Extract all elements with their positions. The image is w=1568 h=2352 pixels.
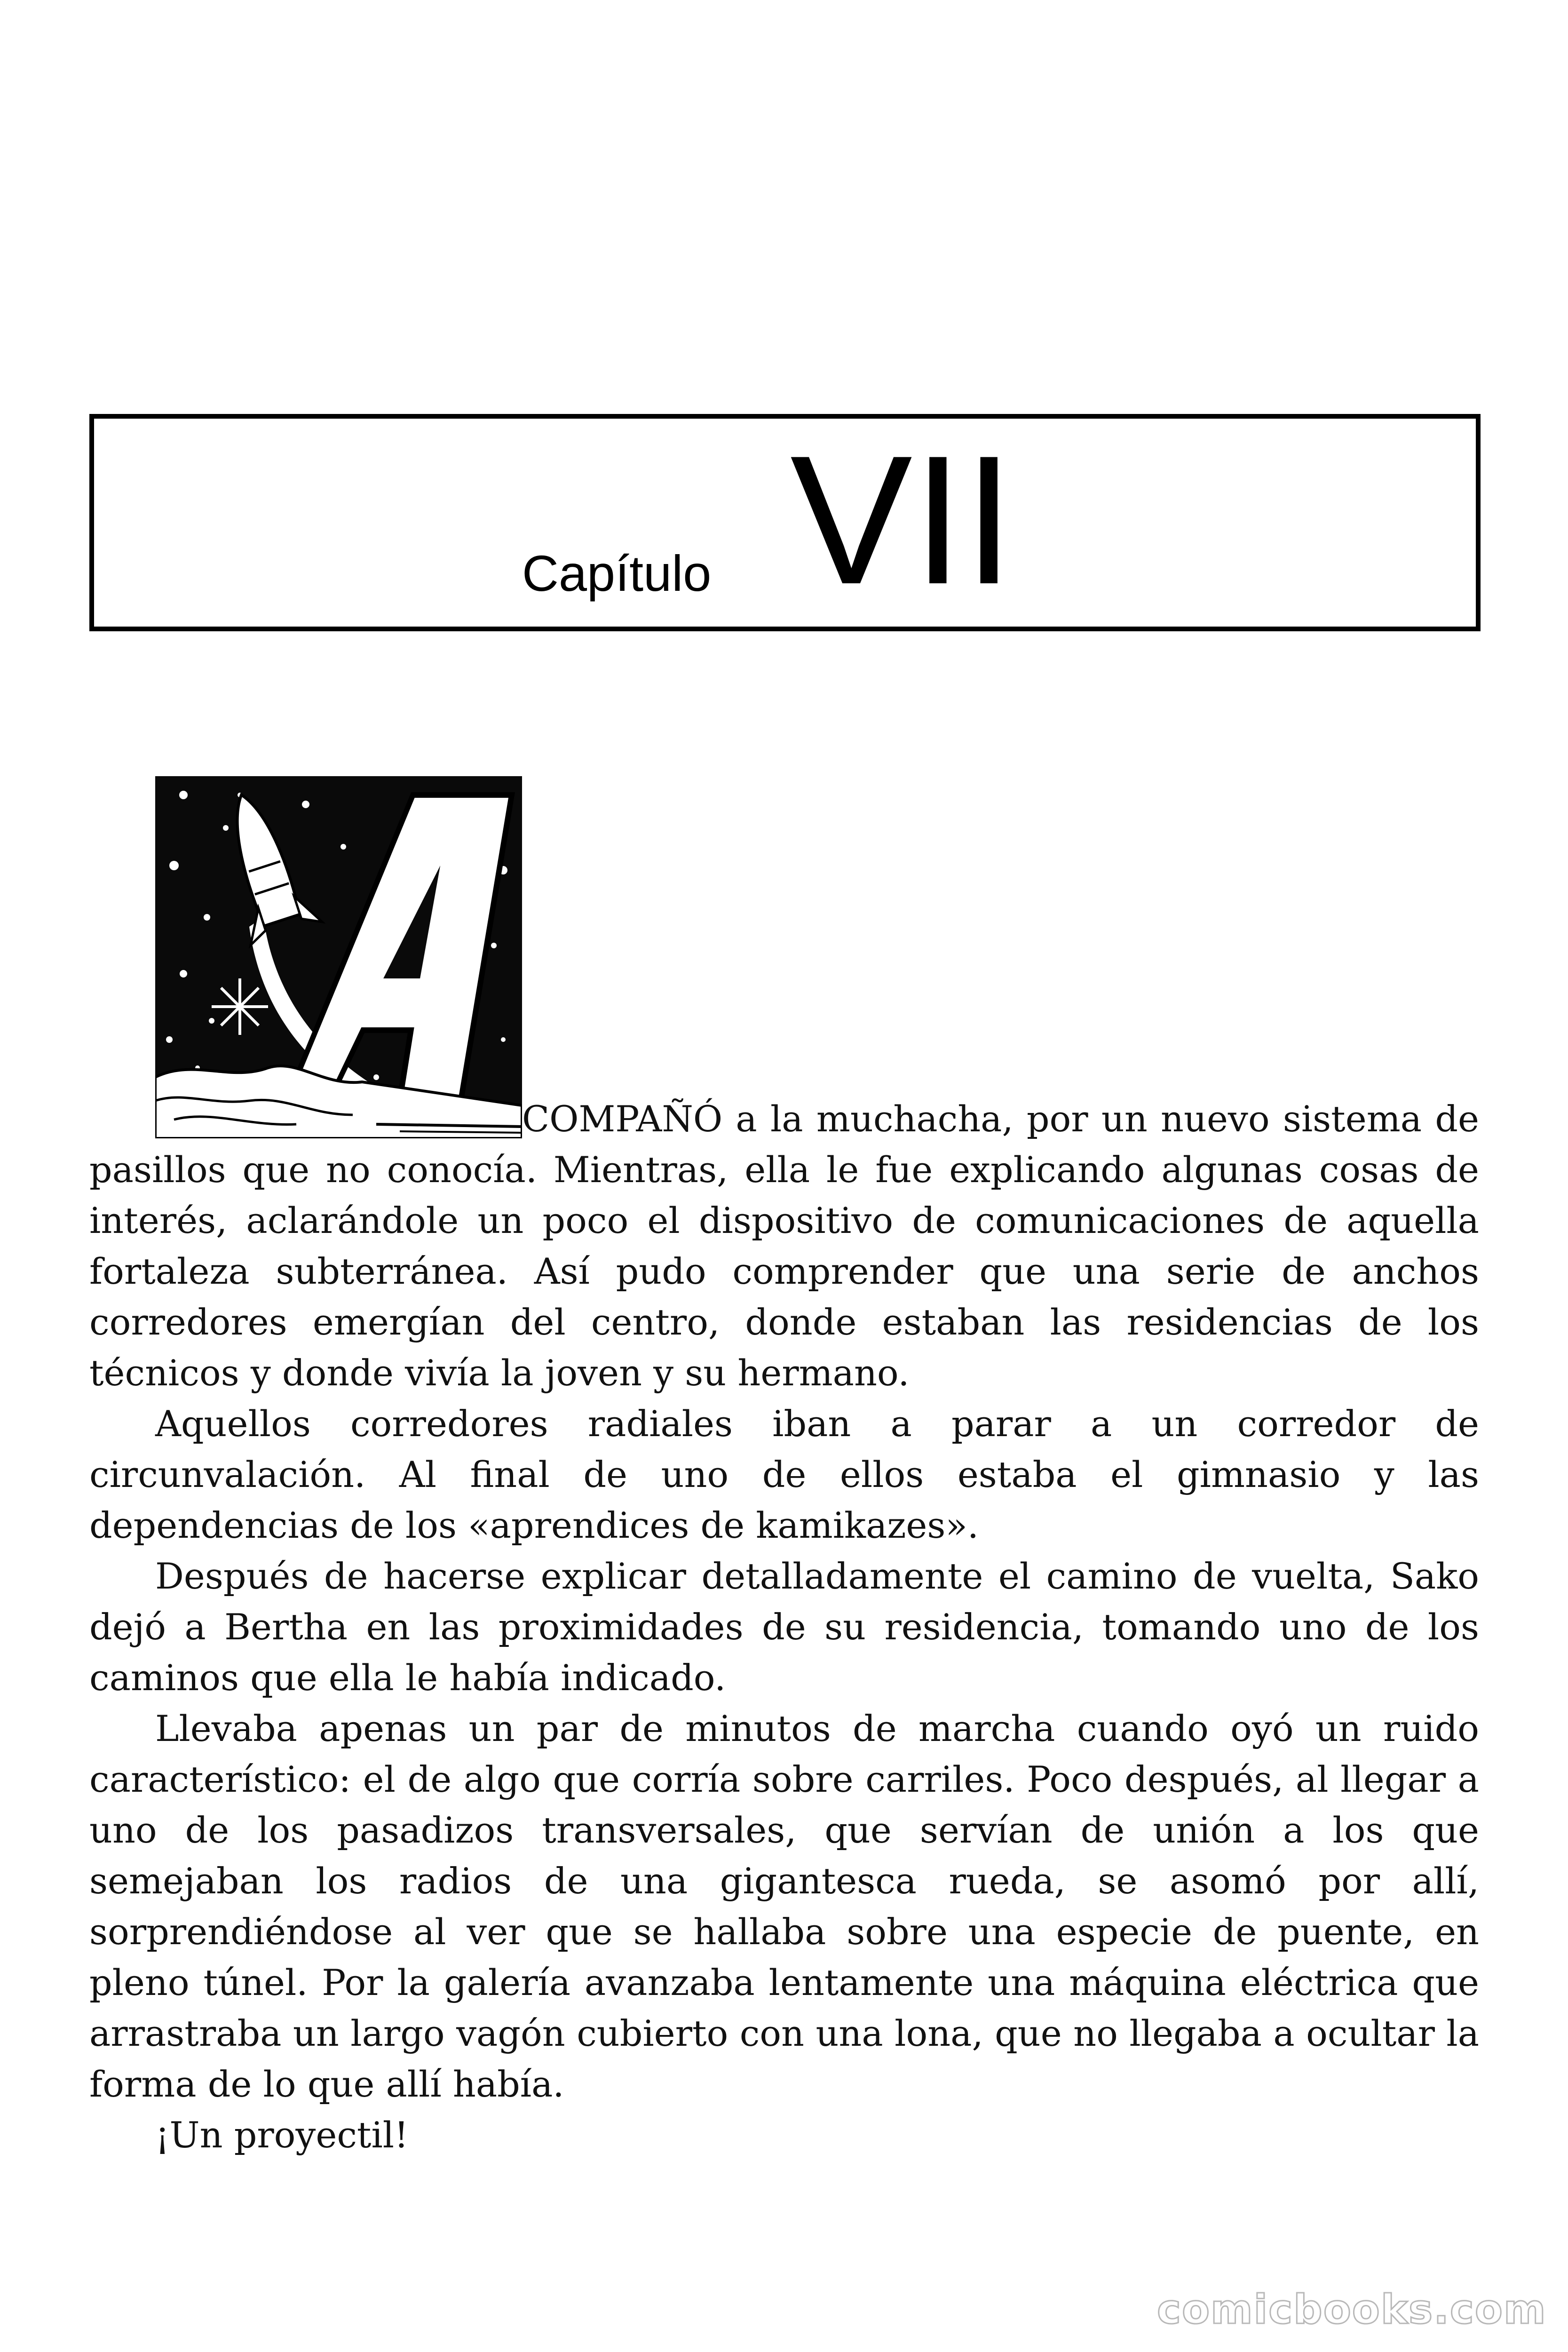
paragraph-1 xyxy=(89,1094,1479,1398)
paragraph-5: ¡Un proyectil! xyxy=(155,2114,409,2156)
paragraph-1-first-line: COMPAÑÓ a la muchacha, por un nuevo sistema xyxy=(522,1098,1422,1140)
paragraph-4: Llevaba apenas un par de minutos de marcha cuando oyó un ruido característico: el de algo que corría sobre carriles. Poco después, al llegar a uno de los pasadizos transversales, que servían de unión a los que semejaban los radios de una gigantesca rueda, se asomó por allí, sorprendiéndose al ver que se hallaba sobre una especie de puente, en pleno túnel. Por la galería avanzaba lentamente una máquina eléctrica que arrastraba un largo vagón cubierto con una lona, que no llegaba a ocultar la forma de lo que allí había. xyxy=(89,1708,1479,2105)
chapter-heading-box xyxy=(89,414,1481,631)
chapter-label: Capítulo xyxy=(522,545,712,602)
paragraph-1-text: de pasillos que no conocía. Mientras, ella le fue explicando algunas cosas de interés, aclarándole un poco el dispositivo de comunicaciones de aquella fortaleza subterránea. Así pudo comprender que una serie de anchos corredores emergían del centro, donde estaban las residencias de los técnicos y donde vivía la joven y su hermano. xyxy=(89,1098,1479,1394)
paragraph-2: Aquellos corredores radiales iban a parar a un corredor de circunvalación. Al final de uno de ellos estaba el gimnasio y las dependencias de los «aprendices de kamikazes». xyxy=(89,1403,1479,1546)
chapter-body-text xyxy=(89,1094,1479,2161)
watermark-text: comicbooks.com xyxy=(1157,2286,1547,2333)
rocket-drop-cap-icon xyxy=(155,776,522,1138)
chapter-number: VII xyxy=(790,417,1014,622)
paragraph-3: Después de hacerse explicar detalladamente el camino de vuelta, Sako dejó a Bertha en las proximidades de su residencia, tomando uno de los caminos que ella le había indicado. xyxy=(89,1555,1479,1699)
